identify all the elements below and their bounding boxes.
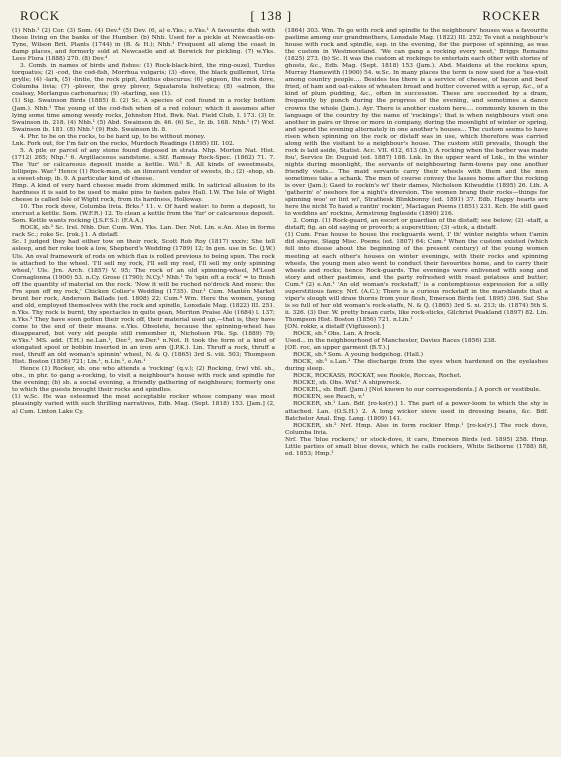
entry-paragraph: Hmp. A kind of very hard cheese made from skimmed milk. In satirical allusion to its hardness it is said to be used to make pins to fasten gates Hall. I.W. The Isle of Wight cheese is called Isle of Wight rock, from its hardness, Holloway. bbox=[12, 183, 275, 204]
entry-paragraph: [OE. roc, an upper garment (B.T.).] bbox=[285, 345, 390, 352]
header-left-guideword: ROCK bbox=[20, 8, 61, 23]
entry-paragraph: 4. Phr. to be on the rocks, to be hard up, to be without money. bbox=[20, 133, 206, 140]
entry-paragraph: (1864) 303. Wm. To go with rock and spindle to the neighbours' houses was a favourite pastime among our grandmothers, Lonsdale Mag. (1822) III. 252; To visit a neighbour's house with rock and spindle, esp. in the evening, for the purpose of spinning, as was the custom in Westmoreland. 'We can gang a rocking every neet,' Briggs Remains (1825) 273. (b) Sc. It was the custom at rockings to entertain each other with stories of ghosts, &c., Edb. Mag. (Sept. 1818) 153 (Jam.). Abd. Maidens at the rockins spun, Murray Hamewith (1900) 54. w.Sc. In many places the term is now used for a 'tea-visit among country people.... Besides tea there is a service of cheese, of bacon and beef fried, of ham and oat-cakes of wheaten bread and butter covered with a syrup, &c., of a kind of plum pudding, &c., often in succession. These are succeeded by a dram, frequently by punch during the progress of the evening, and sometimes a dance crowns the whole (Jam.). Ayr. There is another custom here.... commonly known in the language of the country by the name of 'rockings'; that is when neighbours visit one another in pairs or three or more in company, during the moonlight of winter or spring, and spend the evening alternately in one another's houses... The custom seems to have risen when spinning on the rock or distaff was in use, which therefore was carried along with the visitant to a neighbour's house. The custom still prevails, though the rock is laid aside, Statist. Acc. VII. 612, 613 (ib.); A rocking when the barber was made fou', Service Dr. Duguid (ed. 1887) 188. Lnk. In the upper ward of Lnk., in the winter nights during moonlight, the servants of neighbouring farm-towns pay one another friendly visits... The maid servants carry their wheels with them and the men sometimes take a schank. The men of course convey the lasses home after the rocking is over (Jam.); Gaed to rockin's wi' their dames, Nicholson Kilwuddie (1895) 26. Lth. A 'gatherin' o' neebors for a night's diversion. The women brang their rocks—things for spinning woo' or lint wi', Strathesk Blinkbonny (ed. 1891) 37. Edb. Happy hearts are here the nicht To haud a rantin' rockin', Maclagan Poems (1851) 231. Kcb. He still gaed to weddins an' rockins, Armstrong Ingleside (1890) 216. bbox=[285, 28, 548, 218]
text-columns bbox=[12, 28, 549, 458]
entry-paragraph: ROCKER, sb.¹ Lan. Bdf. [ro·kə(r).] 1. The part of a power-loom to which the shy is attached. Lan. (O.S.H.) 2. A long wicker sieve used in dressing beans, &c. Bdf. Batchelor Anal. Eng. Lang. (1809) 141. bbox=[285, 401, 548, 422]
entry-paragraph: ROCKER, sb.² Nrf. Hmp. Also in form rockier Hmp.¹ [ro·kə(r).] The rock dove, Columba livia. bbox=[285, 422, 548, 436]
entry-paragraph: ROCK, sb.² Sc. Irel. Nhb. Dur. Cum. Wm. Yks. Lan. Der. Not. Lin. e.An. Also in forms rack Sc.; roke Sc. [rok.] 1. A distaff. bbox=[12, 225, 275, 239]
entry-paragraph: Nrf. The 'blue rockers,' or stock-dove, it care, Emerson Birds (ed. 1895) 258. Hmp. Little parties of small blue doves, which he calls rockiers, White Selborne (1788) 88, ed. 1853; Hmp.¹ bbox=[285, 436, 548, 457]
entry-paragraph: ROCK, sb.⁵ s.Lan.¹ The discharge from the eyes when hardened on the eyelashes during sleep. bbox=[285, 359, 548, 373]
entry-paragraph: 2. Comp. (1) Rock-guard, an escort or guardian of the distaff; see below; (2) -staff, a distaff; fig. an old saying or proverb; a superstition; (3) -stick, a distaff. bbox=[285, 218, 548, 232]
entry-paragraph: (1) Cum. Frae house to house the rockguards went, I' th' winter neights when t'amin did shayne, Stagg Misc. Poems (ed. 1807) 64; Cum.² When the custom existed (which fell into disuse about the beginning of the present century) of the young women meeting at each other's houses on winter evenings, with their rocks and spinning wheels, the young men also went to conduct their favourites home, and to carry their wheels and rocks; hence Rock-guards. The evenings were enlivened with song and story and other pastimes, and the party refreshed with roast potatoes and butter; Cum.⁴ (2) e.An.¹ 'An old woman's rockstaff,' is a contemptuous expression for a silly superstitious fancy. Nrf. (A.C.); There is a curious rockstaff in the marshlands that a viper's slough will draw thorns from your flesh, Emerson Birds (ed. 1895) 396. Suf. She is so full of her old woman's rock-staffs, N. & Q. (1865) 3rd S. xi. 213; ib. (1874) 5th S. ii. 326. (3) Der. W. pretty braan curls, like rock-sticks, Gilchrist Peakland (1897) 82. Lin. Thompson Hist. Boston (1856) 721. n.Lin.¹ bbox=[285, 232, 548, 323]
entry-paragraph: (1) Sig. Swainson Birds (1885) 8. (2) Sc. A species of cod found in a rocky bottom (Jam.). Nhb.¹ The young of the cod-fish when of a red colour; which it assumes after lying some time among weedy rocks, Johnston Hist. Bwk. Nat. Field Club, I. 173. (3) Ir. Swainson ib. 218. (4) Nhb.¹ (5) Abd. Swainson ib. 46. (6) Sc., Ir. ib. 168. Nhb.¹ (7) Wxf. Swainson ib. 181. (8) Nhb.¹ (9) Rxb. Swainson ib. 8. bbox=[12, 98, 275, 133]
entry-paragraph: Hence (1) Rocker, sb. one who attends a 'rocking' (q.v.); (2) Rocking, (rw) vbl. sb., obs., in phr. to gang a-rocking, to visit a neighbour's house with rock and spindle for the evening; (b) sb. a social evening, a friendly gathering of neighbours; formerly one to which the guests brought their rocks and spindles. bbox=[12, 366, 275, 394]
entry-paragraph: [ON. rokkr, a distaff (Vigfusson).] bbox=[285, 323, 384, 330]
entry-paragraph: Used... in the neighbourhood of Manchester, Davies Races (1856) 238. bbox=[285, 338, 497, 345]
page-number: [ 138 ] bbox=[250, 8, 293, 23]
entry-paragraph: ROCKEN, see Reach, v.¹ bbox=[293, 394, 365, 401]
left-column bbox=[12, 28, 275, 458]
entry-paragraph: ROCK, sb.⁴ Som. A young hedgehog. (Hall.) bbox=[293, 352, 424, 359]
running-header bbox=[20, 8, 541, 24]
header-right-guideword: ROCKER bbox=[482, 8, 541, 23]
entry-paragraph: ROCK, sb.³ Obs. Lan. A frock. bbox=[293, 331, 382, 338]
entry-paragraph: Som. Kettle wants rocking (J.S.F.S.): (F.A.A.) bbox=[12, 218, 144, 225]
entry-paragraph: 3. Comb. in names of birds and fishes: (1) Rock-black-bird, the ring-ouzel, Turdus torquatus; (2) -cod, the cod-fish, Morrhua vulgaris; (3) -dove, the black guillemot, Uria grylle; (4) -lark, (5) -lintie, the rock pipit, Anthus obscurus; (6) -pigeon, the rock dove, Columba livia; (7) -plover, the grey plover, Squatarola helvetica; (8) -salmon, the coalsay, Merlangus carbonarius; (9) -starling, see (1). bbox=[12, 63, 275, 98]
entry-paragraph: ROCKE, sb. Obs. Wxf.¹ A shipwreck. bbox=[293, 380, 402, 387]
entry-paragraph: ROCKEL, sb. Bnff. (Jam.) [Not known to our correspondents.] A porch or vestibule. bbox=[293, 387, 541, 394]
entry-paragraph: ROCK, ROCKASS, ROCKAT, see Rook(e, Roccas, Rochet. bbox=[293, 373, 462, 380]
entry-paragraph: (1) w.Sc. He was esteemed the most acceptable rocker whose company was most pleasingly varied with such thrilling narratives, Edb. Mag. (Sept. 1818) 153. [Jam.] (2, a) Cum. Linton Lake Cy. bbox=[12, 394, 275, 415]
entry-paragraph: Lnk. Fork out, for I'm fair on the rocks, Murdoch Readings (1895) III. 102. bbox=[12, 140, 235, 147]
entry-paragraph: (1) Nhb.¹ (2) Cor. (3) Som. (4) Dev.⁴ (5) Dev. (6, a) e.Yks.; e.Yks.¹ A favourite dish with those living on the banks of the Humber. (b) Nhb. Used for a pickle at Newcastle-on-Tyne, Wilson Brit. Plants (1744) in (B. & H.); Nhb.¹ Frequent all along the coast in damp places, and formerly sold at Newcastle and at Berwick for pickling. (7) w.Yks. Lees Flora (1888) 270. (8) Dev.⁴ bbox=[12, 28, 275, 63]
right-column bbox=[285, 28, 548, 458]
entry-paragraph: 5. A pile or parcel of any stone found disposed in strata. Nhp. Morton Nat. Hist. (1712) 265; Nhp.¹ 6. Argillaceous sandstone. s.Stf. Ramsay Rock-Spec. (1862) 71. 7. The 'fur' or calcareous deposit inside a kettle. Wil.¹ 8. All kinds of sweetmeats, lollipops. War.² Hence (1) Rock-man, sb. an itinerant vendor of sweets, ib.; (2) -shop, sb. a sweet-shop, ib. 9. A particular kind of cheese. bbox=[12, 147, 275, 182]
entry-paragraph: Sc. I judged they had either tow on their rock, Scott Rob Roy (1817) xxxiv; She tell asleep, and her roke took a low, Shepherd's Wedding (1789) 12; In gen. use in Sc. (J.W.) Uls. An oval framework of rods on which flax is rolled previous to being spun. The rock is attached to the wheel. 'I'll sell my rock, I'll sell my reel, I'll sell my only spinning wheel,' Uls. Jrn. Arch. (1857) V. 95; The rock of an old spinning-wheel, M'Leod Cornaglonna (1900) 53. n.Cy. Grose (1790); N.Cy.¹ Nhb.¹ To 'spin oft a rock' = to finish off the quantity of material on the rock. 'Now it will be roched no'drock And more: the Fre spun off my rock,' Chicken Colier's Wedding (1735). Dur.¹ Cum. Mantén Market brunt her rock, Anderson Ballads (ed. 1808) 22; Cum.⁴ Wm. Here the women, young and old, employed themselves with the rock and spindle, Lonsdale Mag. (1822) III. 251. n.Yks. Thy rock is burnt, thy spectacles in quite gean, Meriton Praise Ale (1684) l. 137; n.Yks.² They have soon gotten their rock off, their material used up,—that is, they have come to the end of their means. e.Yks. Obsolete, because the spinning-wheel has disappeared, but very old people still remember it, Nicholson Flk. Sp. (1889) 79; w.Yks.¹ MS. add. (T.H.) ne.Lan.¹, Der.², nw.Der.¹ n.Not. It took the form of a kind of elongated spool or bobbin inserted in an iron arm (J.P.K.). Lin. Thruff a rock, thruff a reel, thruff an old woman's spinnin' wheel, N. & Q. (1865) 3rd S. viii. 503; Thompson Hist. Boston (1856) 721; Lin.¹, n.Lin.¹, e.An.¹ bbox=[12, 239, 276, 366]
entry-paragraph: 10. The rock dove, Columba livia. Brks.¹ 11. v. Of hard water: to form a deposit, to encrust a kettle. Som. (W.F.R.) 12. To clean a kettle from the 'fur' or calcareous deposit. bbox=[12, 204, 275, 218]
